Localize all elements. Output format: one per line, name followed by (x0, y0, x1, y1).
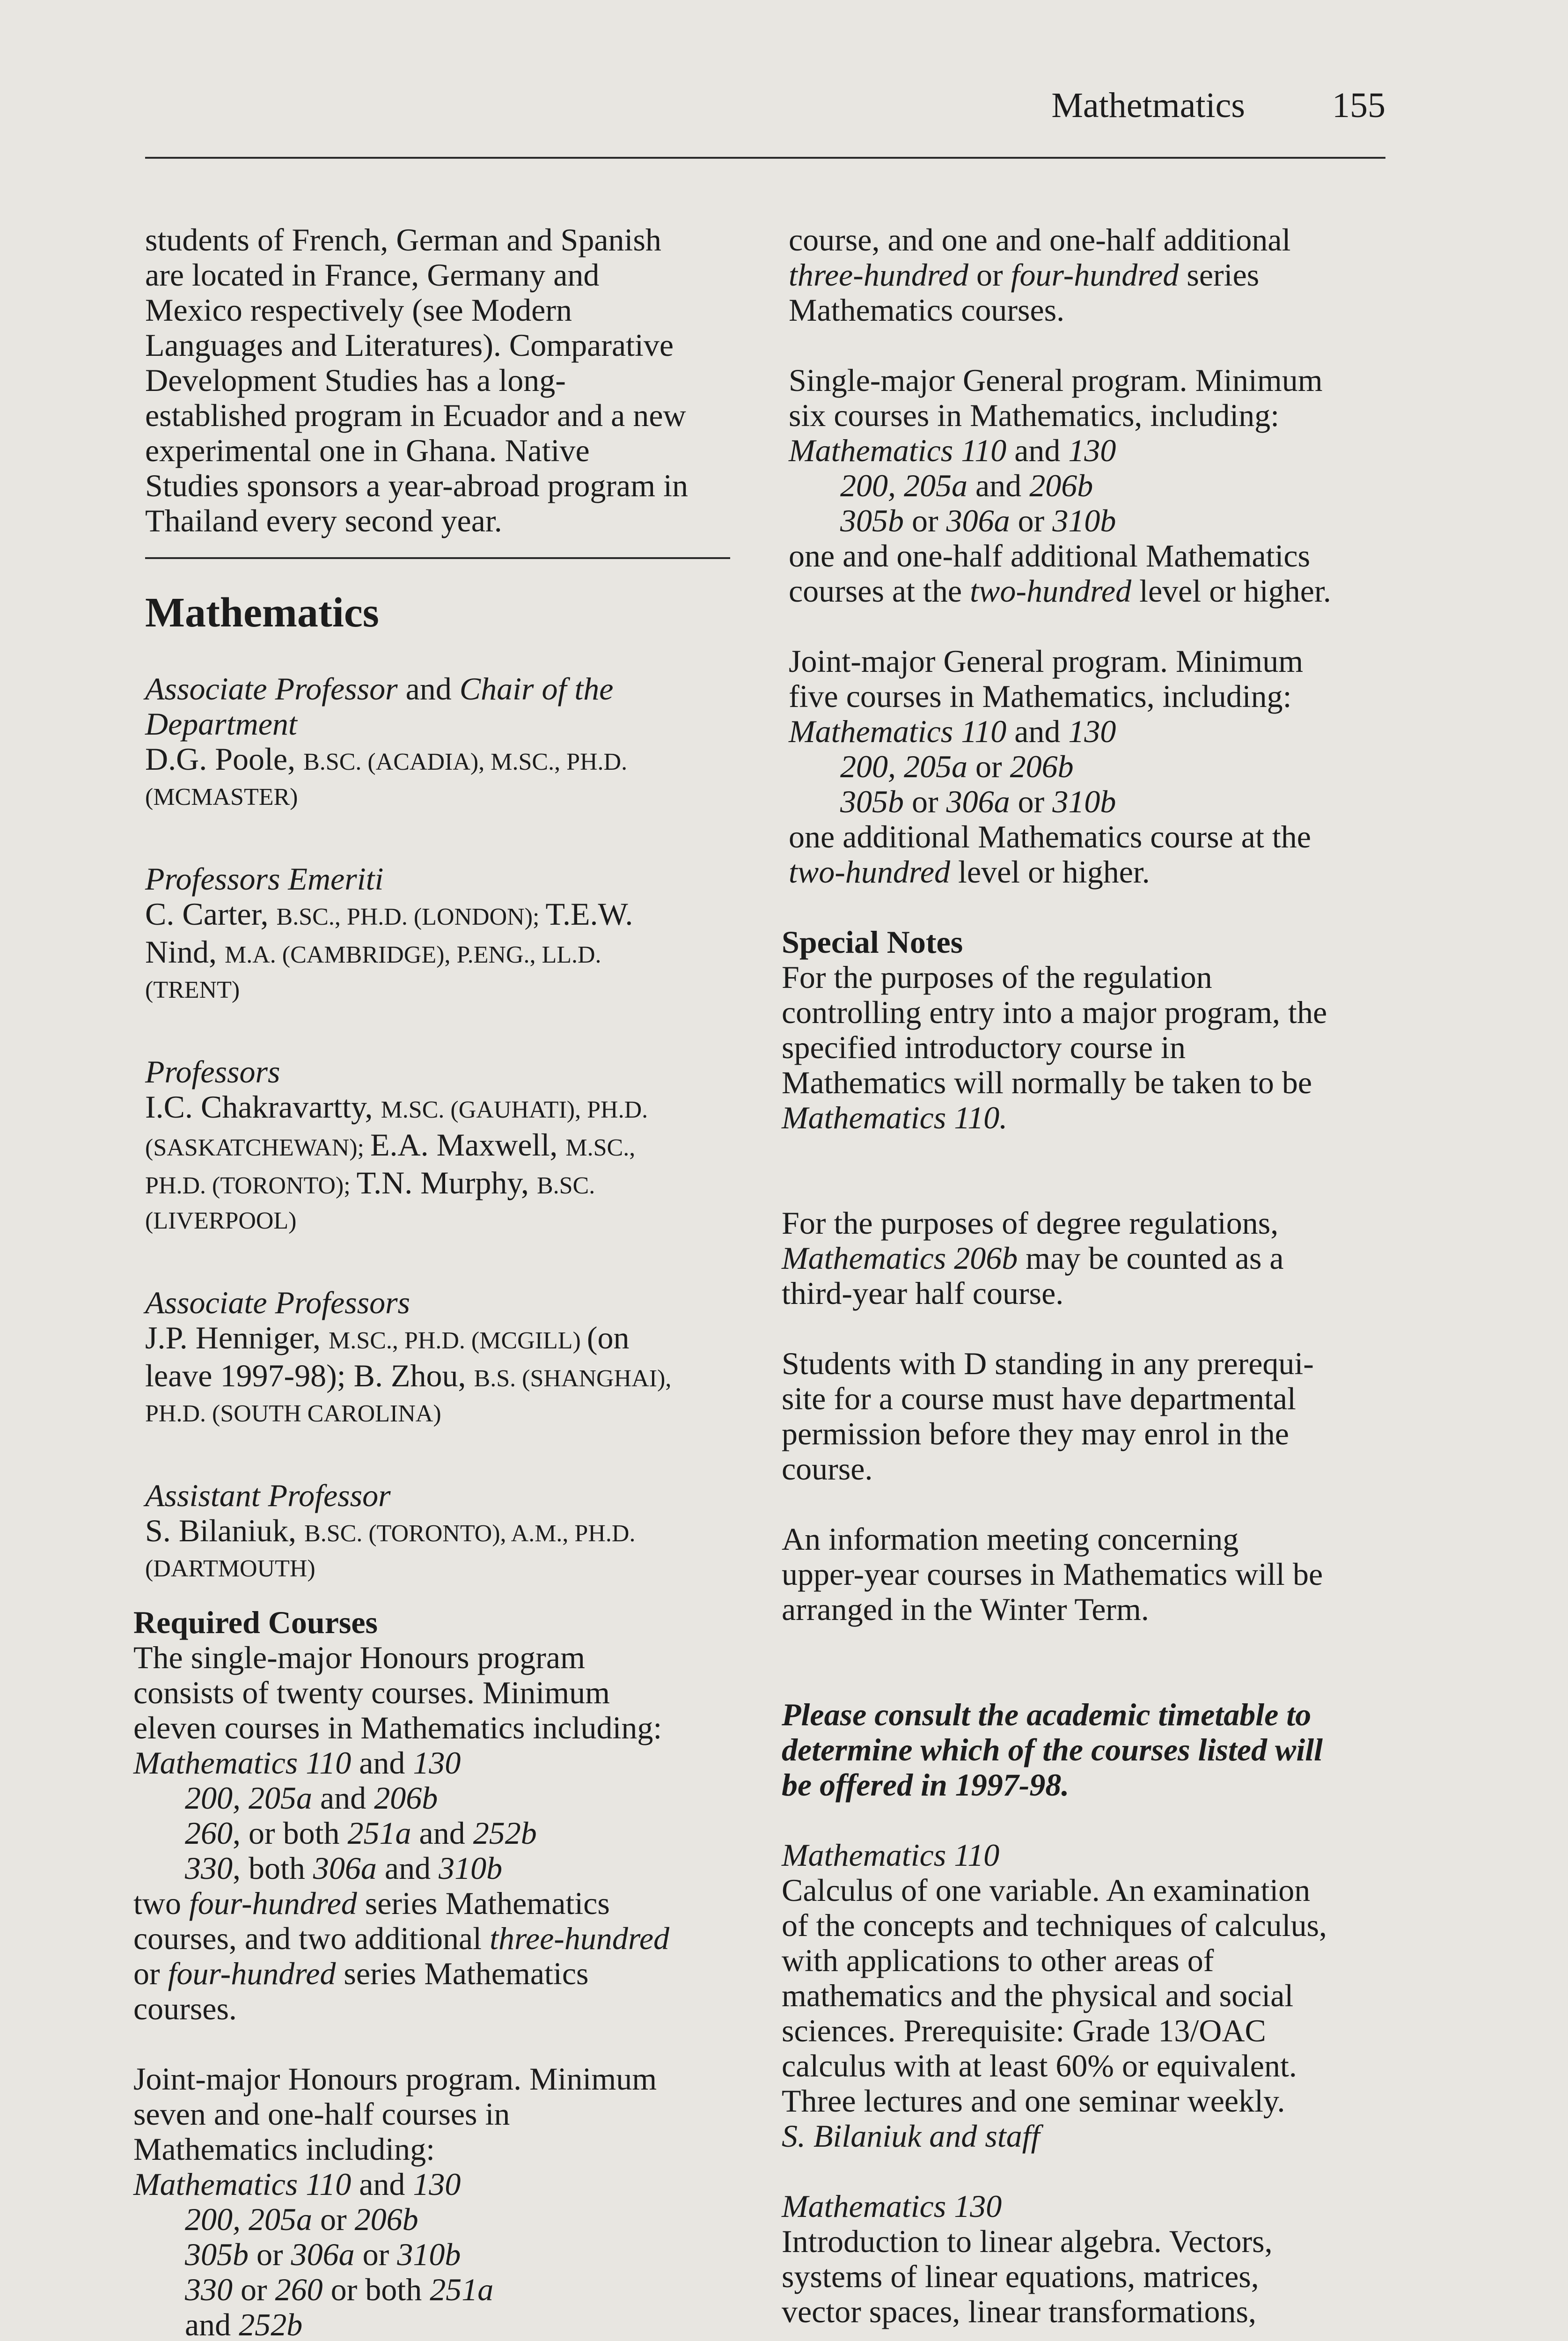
faculty-role: Professors (145, 1054, 280, 1090)
course-line: 200, 205a and 206b (840, 468, 1093, 503)
honours-joint-major-continued: course, and one and one-half additional three-hundred or four-hundred series Mathematics courses. (789, 222, 1291, 328)
faculty-name: Nind, M.A. (CAMBRIDGE), P.ENG., LL.D. (145, 934, 601, 970)
faculty-professors (145, 1054, 756, 1238)
honours-joint-major: Joint-major Honours program. Minimum seven and one-half courses in Mathematics including: Mathematics 110 and 130 200, 205a or 206b 305b or 306a or 310b 330 or 260 or both 251a and 252b (133, 2061, 756, 2341)
faculty-credentials: (MCMASTER) (145, 784, 298, 810)
course-line: 305b or 306a or 310b (840, 784, 1116, 819)
text-line: Studies sponsors a year-abroad program in (145, 468, 689, 503)
text-line: experimental one in Ghana. Native (145, 433, 590, 468)
note-information-meeting: An information meeting concerning upper-year courses in Mathematics will be arranged in the Winter Term. (782, 1521, 1323, 1627)
page-number: 155 (1332, 86, 1385, 125)
intro-continuation (145, 222, 756, 538)
faculty-name: I.C. Chakravartty, M.SC. (GAUHATI), PH.D. (145, 1089, 648, 1125)
course-line: Mathematics 110 and 130 (789, 714, 1116, 749)
faculty-associate (145, 1285, 756, 1431)
faculty-role-continued: Department (145, 706, 297, 742)
faculty-role: Associate Professors (145, 1285, 410, 1320)
faculty-name: J.P. Henniger, M.SC., PH.D. (MCGILL) (on (145, 1320, 630, 1355)
course-line: 330 or 260 or both 251a (185, 2272, 494, 2307)
faculty-role: Assistant Professor (145, 1478, 391, 1513)
faculty-name: (SASKATCHEWAN); E.A. Maxwell, M.SC., (145, 1127, 636, 1163)
faculty-name: D.G. Poole, B.SC. (ACADIA), M.SC., PH.D. (145, 741, 628, 777)
general-joint-major: Joint-major General program. Minimum five courses in Mathematics, including: Mathematics 110 and 130 200, 205a or 206b 305b or 306a or 310b one additional Mathematics course at the two-hundred level or higher. (789, 644, 1390, 890)
faculty-credentials: (DARTMOUTH) (145, 1555, 315, 1582)
general-single-major: Single-major General program. Minimum six courses in Mathematics, including: Mathematics 110 and 130 200, 205a and 206b 305b or 306a or 310b one and one-half additional Mathematics courses at the two-hundred level or higher. (789, 363, 1390, 609)
note-degree-regulations: For the purposes of degree regulations, Mathematics 206b may be counted as a third-year half course. (782, 1205, 1284, 1311)
course-title: Mathematics 130 (782, 2188, 1002, 2224)
section-rule (145, 557, 730, 559)
course-line: 200, 205a or 206b (185, 2201, 418, 2237)
course-instructor: S. Bilaniuk and staff (782, 2118, 1040, 2154)
course-line: and 252b (185, 2307, 303, 2341)
required-courses-heading: Required Courses (133, 1605, 378, 1640)
faculty-name: S. Bilaniuk, B.SC. (TORONTO), A.M., PH.D. (145, 1513, 636, 1548)
faculty-credentials: (TRENT) (145, 977, 240, 1003)
text-line: established program in Ecuador and a new (145, 398, 686, 433)
course-math-110: Mathematics 110 Calculus of one variable. An examination of the concepts and techniques of calculus, with applications to other areas of mathematics and the physical and social sciences. Prerequisite: Grade 13/OAC calculus with at least 60% or equivalent. Three lectures and one seminar weekly. S. Bilaniuk and staff (782, 1838, 1390, 2154)
faculty-assistant (145, 1478, 756, 1586)
course-title: Mathematics 110 (782, 1837, 1000, 1873)
running-title: Mathetmatics (1051, 86, 1245, 125)
required-courses (133, 1605, 756, 2341)
text-line: Development Studies has a long- (145, 362, 566, 398)
text-line: Mexico respectively (see Modern (145, 292, 572, 328)
text-line: are located in France, Germany and (145, 257, 600, 293)
note-d-standing: Students with D standing in any prerequi- site for a course must have departmental permission before they may enrol in the course. (782, 1346, 1314, 1487)
course-line: 260, or both 251a and 252b (185, 1815, 537, 1851)
faculty-name: PH.D. (TORONTO); T.N. Murphy, B.SC. (145, 1165, 595, 1200)
right-column (782, 222, 1390, 2329)
text-line: students of French, German and Spanish (145, 222, 661, 258)
left-column (133, 222, 756, 2341)
course-math-130: Mathematics 130 Introduction to linear algebra. Vectors, systems of linear equations, matrices, vector spaces, linear transformations, (782, 2189, 1390, 2329)
course-line: 305b or 306a or 310b (185, 2237, 461, 2272)
faculty-role: Associate Professor and Chair of the (145, 671, 614, 707)
course-line: Mathematics 110 and 130 (133, 1745, 461, 1781)
course-line: 200, 205a and 206b (185, 1780, 438, 1816)
course-line: 330, both 306a and 310b (185, 1850, 503, 1886)
faculty-credentials: (LIVERPOOL) (145, 1207, 297, 1234)
special-notes-heading: Special Notes (782, 924, 963, 960)
faculty-role: Professors Emeriti (145, 861, 384, 897)
header-rule (145, 157, 1385, 159)
faculty-emeriti (145, 861, 756, 1008)
faculty-chair (145, 671, 756, 815)
faculty-name: leave 1997-98); B. Zhou, B.S. (SHANGHAI), (145, 1358, 672, 1393)
course-line: 305b or 306a or 310b (840, 503, 1116, 538)
course-line: Mathematics 110 and 130 (133, 2166, 461, 2202)
faculty-credentials: PH.D. (SOUTH CAROLINA) (145, 1400, 441, 1427)
course-line: 200, 205a or 206b (840, 749, 1074, 784)
faculty-list (145, 671, 756, 1586)
course-line: Mathematics 110 and 130 (789, 433, 1116, 468)
section-title: Mathematics (145, 589, 379, 636)
special-notes (782, 925, 1390, 1627)
text-line: Languages and Literatures). Comparative (145, 327, 674, 363)
honours-single-major: The single-major Honours program consists of twenty courses. Minimum eleven courses in Mathematics including: Mathematics 110 and 130 200, 205a and 206b 260, or both 251a and 252b 330, both 306a and 310b two four-hundred series Mathematics courses, and two additional three-hundred or four-hundred series Mathematics courses. (133, 1640, 756, 2026)
running-head (145, 82, 1385, 129)
text-line: Thailand every second year. (145, 503, 502, 538)
timetable-note: Please consult the academic timetable to determine which of the courses listed will be offered in 1997-98. (782, 1697, 1323, 1803)
faculty-name: C. Carter, B.SC., PH.D. (LONDON); T.E.W. (145, 896, 633, 932)
note-major-entry: For the purposes of the regulation controlling entry into a major program, the specified introductory course in Mathematics will normally be taken to be Mathematics 110. (782, 959, 1327, 1135)
